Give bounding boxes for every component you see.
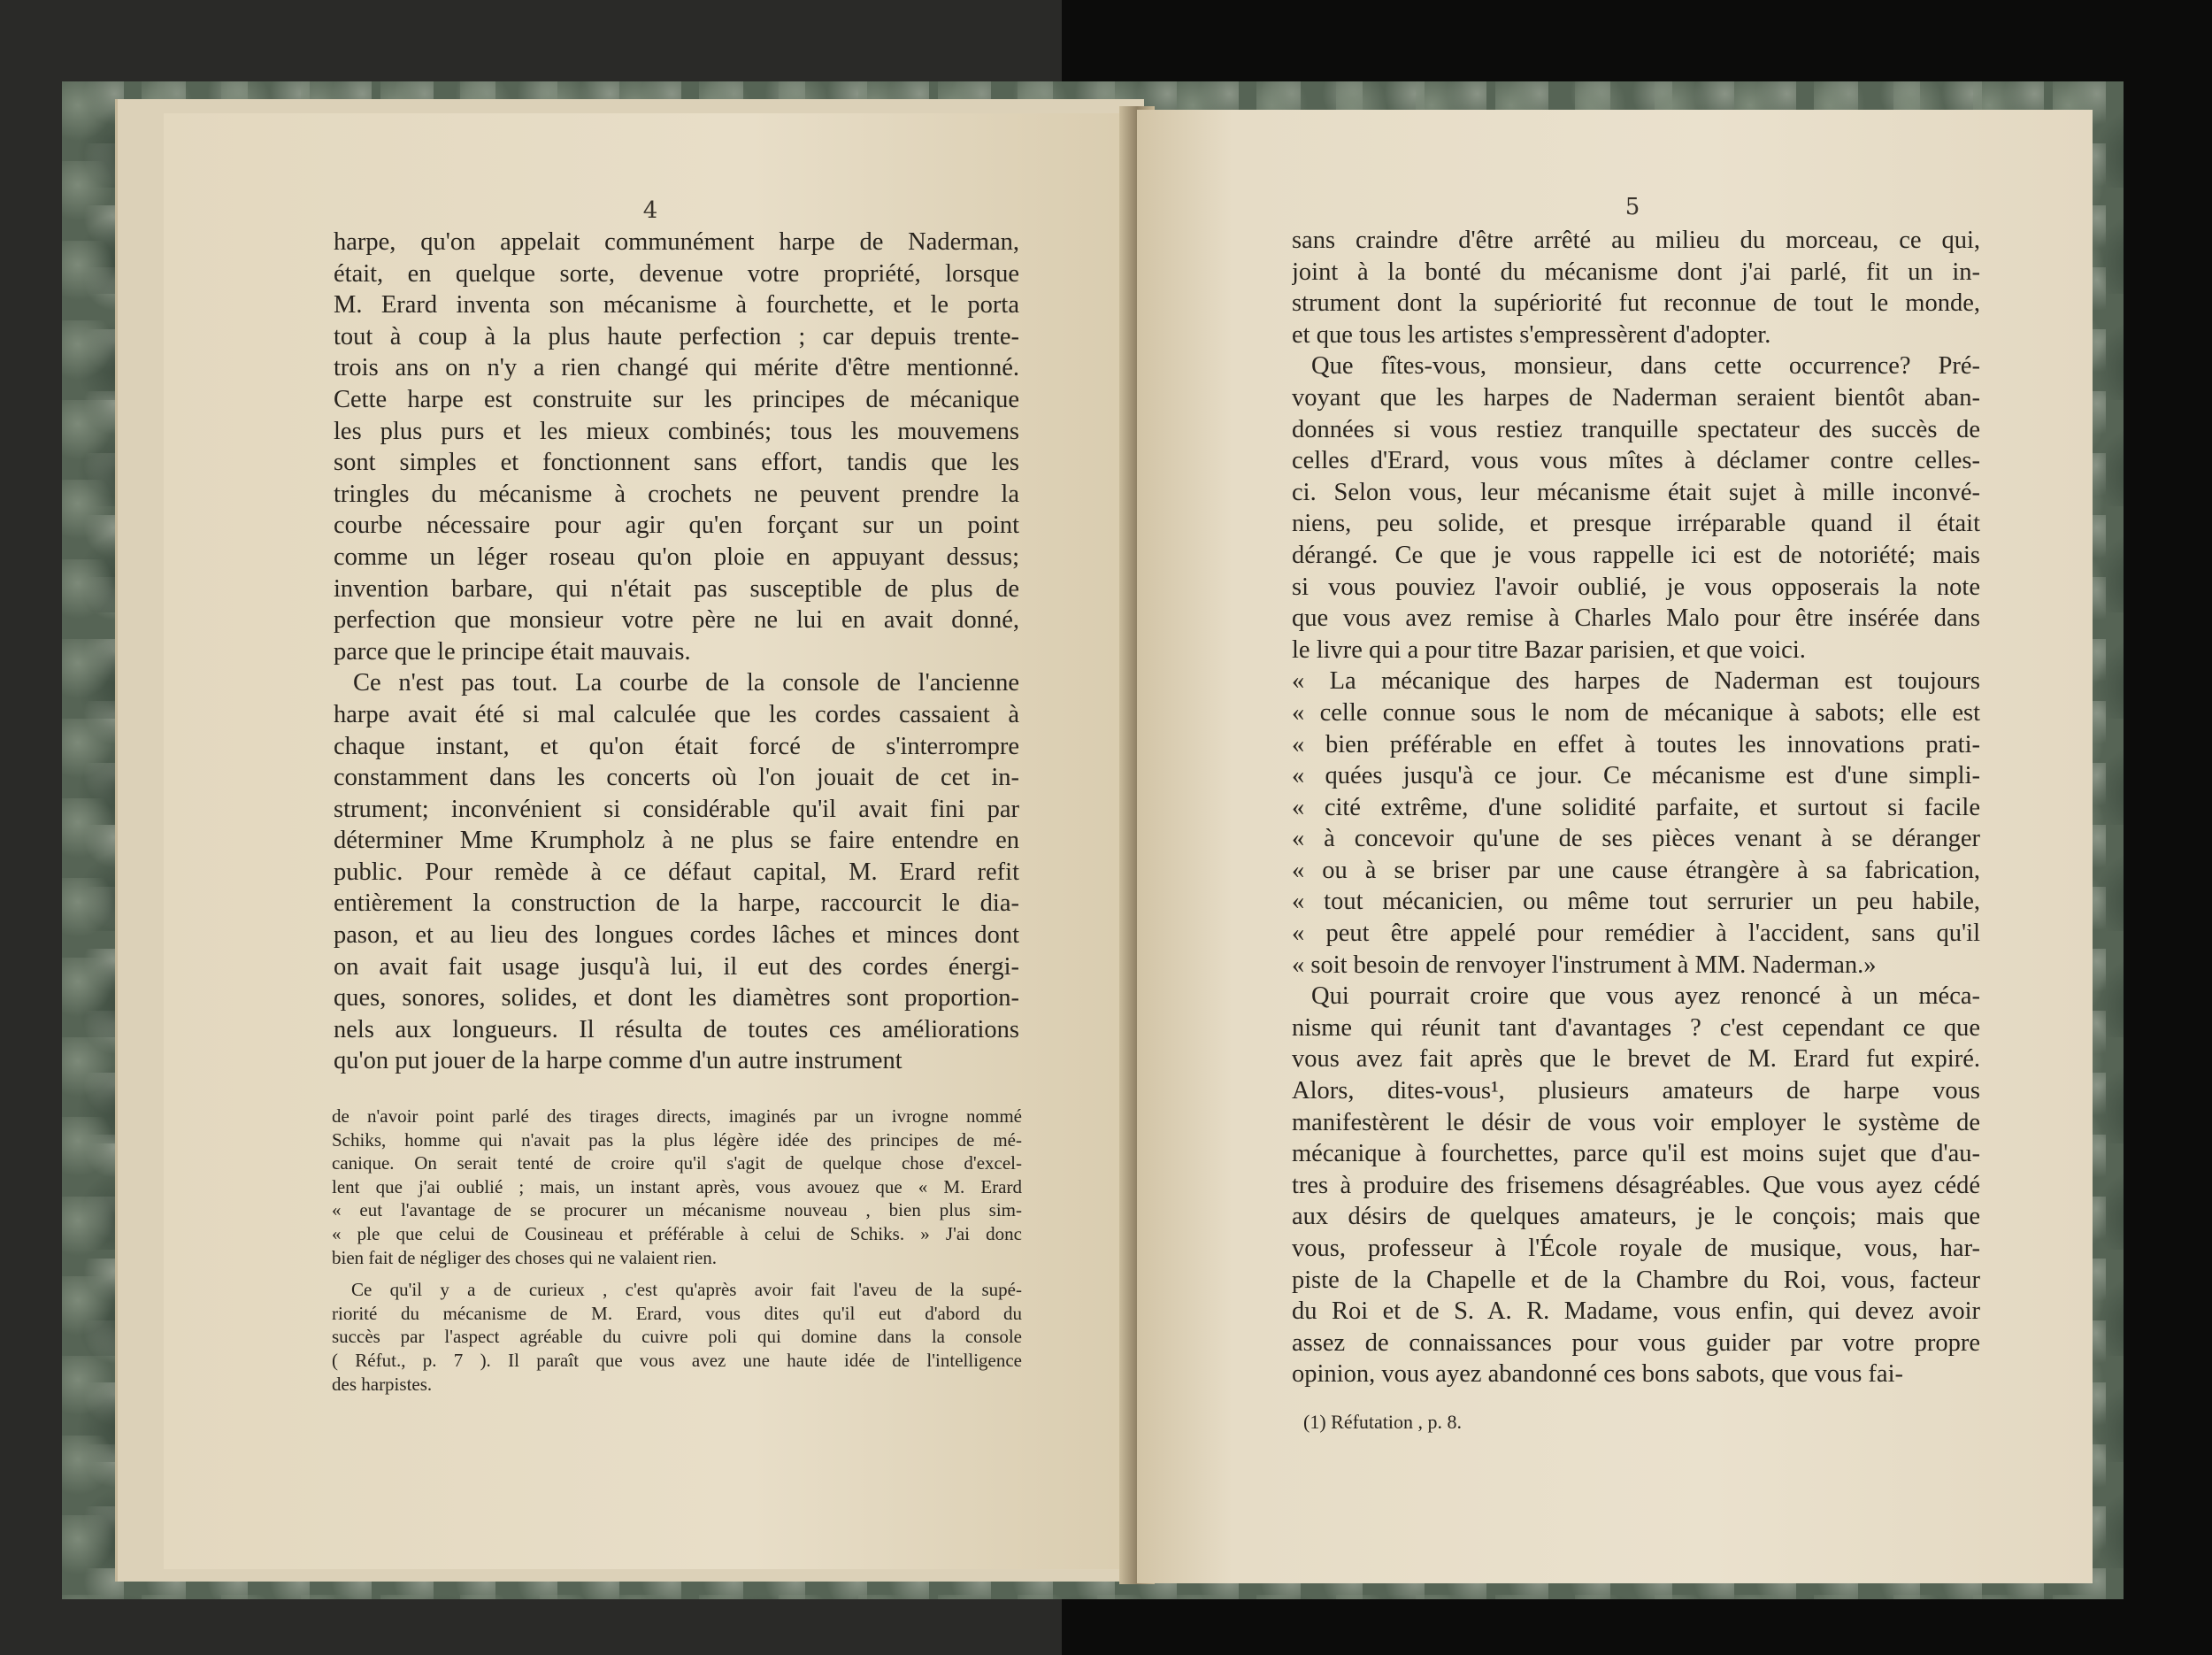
text-line: riorité du mécanisme de M. Erard, vous dites qu'il eut d'abord du: [332, 1302, 1022, 1324]
text-line: Alors, dites-vous¹, plusieurs amateurs de harpe vous: [1292, 1077, 1980, 1105]
text-line: le livre qui a pour titre Bazar parisien, et que voici.: [1292, 635, 1806, 664]
text-line: déterminer Mme Krumpholz à ne plus se faire entendre en: [334, 827, 1019, 855]
text-line: constamment dans les concerts où l'on jouait de cet in-: [334, 764, 1019, 792]
text-line: sans craindre d'être arrêté au milieu du morceau, ce qui,: [1292, 227, 1980, 254]
text-line: M. Erard inventa son mécanisme à fourchette, et le porta: [334, 291, 1019, 319]
text-line: que vous avez remise à Charles Malo pour être insérée dans: [1292, 604, 1980, 633]
text-line: trois ans on n'y a rien changé qui mérite d'être mentionné.: [334, 354, 1019, 382]
text-line: Qui pourrait croire que vous ayez renoncé à un méca-: [1311, 982, 1980, 1011]
text-line: harpe avait été si mal calculée que les cordes cassaient à: [334, 700, 1019, 728]
text-line: les plus purs et les mieux combinés; tous les mouvemens: [334, 417, 1019, 445]
text-line: Cette harpe est construite sur les principes de mécanique: [334, 385, 1019, 413]
note-gap: [332, 1269, 1022, 1278]
text-line: « celle connue sous le nom de mécanique à sabots; elle est: [1292, 698, 1980, 727]
text-line: vous avez fait après que le brevet de M. Erard fut expiré.: [1292, 1045, 1980, 1074]
text-line: « ple que celui de Cousineau et préférable à celui de Schiks. » J'ai donc: [332, 1222, 1022, 1244]
text-line: tres à produire des frisemens désagréables. Que vous ayez cédé: [1292, 1171, 1980, 1199]
text-line: données si vous restiez tranquille spectateur des succès de: [1292, 415, 1980, 443]
text-line: bien fait de négliger des choses qui ne valaient rien.: [332, 1246, 718, 1268]
text-line: ci. Selon vous, leur mécanisme était sujet à mille inconvé-: [1292, 478, 1980, 506]
text-line: strument; inconvénient si considérable qu'il avait fini par: [334, 795, 1019, 823]
text-line: des harpistes.: [332, 1373, 433, 1395]
text-line: nisme qui réunit tant d'avantages ? c'est cependant ce que: [1292, 1013, 1980, 1042]
text-line: chaque instant, et qu'on était forcé de s'interrompre: [334, 732, 1019, 760]
text-line: Ce qu'il y a de curieux , c'est qu'après avoir fait l'aveu de la supé-: [351, 1279, 1022, 1301]
text-line: tringles du mécanisme à crochets ne peuvent prendre la: [334, 480, 1019, 508]
text-line: Schiks, homme qui n'avait pas la plus légère idée des principes de mé-: [332, 1128, 1022, 1151]
text-line: celles d'Erard, vous vous mîtes à déclamer contre celles-: [1292, 447, 1980, 475]
text-line: pason, et au lieu des longues cordes lâches et minces dont: [334, 921, 1019, 950]
text-line: niens, peu solide, et presque irréparable quand il était: [1292, 510, 1980, 538]
text-line: si vous pouviez l'avoir oublié, je vous opposerais la note: [1292, 573, 1980, 601]
text-line: Que fîtes-vous, monsieur, dans cette occurrence? Pré-: [1311, 352, 1980, 381]
text-line: du Roi et de S. A. R. Madame, vous enfin, qui devez avoir: [1292, 1297, 1980, 1326]
right-page-footnote: (1) Réfutation , p. 8.: [1303, 1411, 1463, 1433]
text-line: on avait fait usage jusqu'à lui, il eut des cordes énergi-: [334, 952, 1019, 981]
text-line: voyant que les harpes de Naderman seraient bientôt aban-: [1292, 383, 1980, 412]
text-line: invention barbare, qui n'était pas susceptible de plus de: [334, 574, 1019, 603]
page-number-right: 5: [1624, 194, 1640, 220]
text-line: qu'on put jouer de la harpe comme d'un autre instrument: [334, 1047, 902, 1075]
text-line: « ou à se briser par une cause étrangère à sa fabrication,: [1292, 856, 1980, 884]
text-line: lent que j'ai oublié ; mais, un instant après, vous avouez que « M. Erard: [332, 1175, 1022, 1197]
text-line: Ce n'est pas tout. La courbe de la console de l'ancienne: [353, 669, 1019, 697]
text-line: « bien préférable en effet à toutes les innovations prati-: [1292, 730, 1980, 758]
text-line: « La mécanique des harpes de Naderman est toujours: [1292, 667, 1980, 696]
text-line: comme un léger roseau qu'on ploie en appuyant dessus;: [334, 543, 1019, 571]
text-line: tout à coup à la plus haute perfection ; car depuis trente-: [334, 322, 1019, 350]
text-line: « peut être appelé pour remédier à l'accident, sans qu'il: [1292, 920, 1980, 948]
text-line: harpe, qu'on appelait communément harpe de Naderman,: [334, 228, 1019, 256]
text-line: « soit besoin de renvoyer l'instrument à MM. Naderman.»: [1292, 951, 1877, 979]
text-line: succès par l'aspect agréable du cuivre poli qui domine dans la console: [332, 1326, 1022, 1348]
text-line: aux désirs de quelques amateurs, je le conçois; mais que: [1292, 1203, 1980, 1231]
text-line: sont simples et fonctionnent sans effort, tandis que les: [334, 449, 1019, 477]
text-line: « tout mécanicien, ou même tout serrurier un peu habile,: [1292, 888, 1980, 916]
text-line: perfection que monsieur votre père ne lui en avait donné,: [334, 606, 1019, 635]
left-page-notes: [332, 1105, 1022, 1396]
text-line: nels aux longueurs. Il résulta de toutes ces améliorations: [334, 1015, 1019, 1043]
text-line: strument dont la supériorité fut reconnue de tout le monde,: [1292, 289, 1980, 318]
right-page-body-text: [1292, 225, 1980, 1390]
text-line: entièrement la construction de la harpe, raccourcit le dia-: [334, 889, 1019, 918]
text-line: parce que le principe était mauvais.: [334, 637, 691, 666]
text-line: « à concevoir qu'une de ses pièces venant à se déranger: [1292, 825, 1980, 853]
text-line: dérangé. Ce que je vous rappelle ici est de notoriété; mais: [1292, 541, 1980, 569]
text-line: « cité extrême, d'une solidité parfaite, et surtout si facile: [1292, 793, 1980, 821]
text-line: piste de la Chapelle et de la Chambre du Roi, vous, facteur: [1292, 1266, 1980, 1294]
text-line: assez de connaissances pour vous guider par votre propre: [1292, 1328, 1980, 1357]
text-line: « quées jusqu'à ce jour. Ce mécanisme est d'une simpli-: [1292, 762, 1980, 790]
text-line: joint à la bonté du mécanisme dont j'ai parlé, fit un in-: [1292, 258, 1980, 286]
text-line: manifestèrent le désir de vous voir employer le système de: [1292, 1108, 1980, 1136]
text-line: de n'avoir point parlé des tirages directs, imaginés par un ivrogne nommé: [332, 1105, 1022, 1127]
text-line: et que tous les artistes s'empressèrent d'adopter.: [1292, 320, 1771, 349]
text-line: public. Pour remède à ce défaut capital, M. Erard refit: [334, 858, 1019, 886]
text-line: était, en quelque sorte, devenue votre propriété, lorsque: [334, 259, 1019, 288]
text-line: opinion, vous ayez abandonné ces bons sabots, que vous fai-: [1292, 1360, 1903, 1389]
left-page-body-text: [334, 227, 1019, 1077]
page-number-left: 4: [642, 197, 658, 224]
text-line: ( Réfut., p. 7 ). Il paraît que vous avez une haute idée de l'intelligence: [332, 1349, 1022, 1371]
text-line: vous, professeur à l'École royale de musique, vous, har-: [1292, 1235, 1980, 1262]
text-line: canique. On serait tenté de croire qu'il s'agit de quelque chose d'excel-: [332, 1152, 1022, 1174]
text-line: ques, sonores, solides, et dont les diamètres sont proportion-: [334, 984, 1019, 1012]
text-line: mécanique à fourchettes, parce qu'il est moins sujet que d'au-: [1292, 1140, 1980, 1168]
text-line: « eut l'avantage de se procurer un mécanisme nouveau , bien plus sim-: [332, 1199, 1022, 1221]
left-page: [164, 113, 1137, 1569]
right-page: [1137, 110, 2093, 1583]
text-line: courbe nécessaire pour agir qu'en forçant sur un point: [334, 512, 1019, 540]
